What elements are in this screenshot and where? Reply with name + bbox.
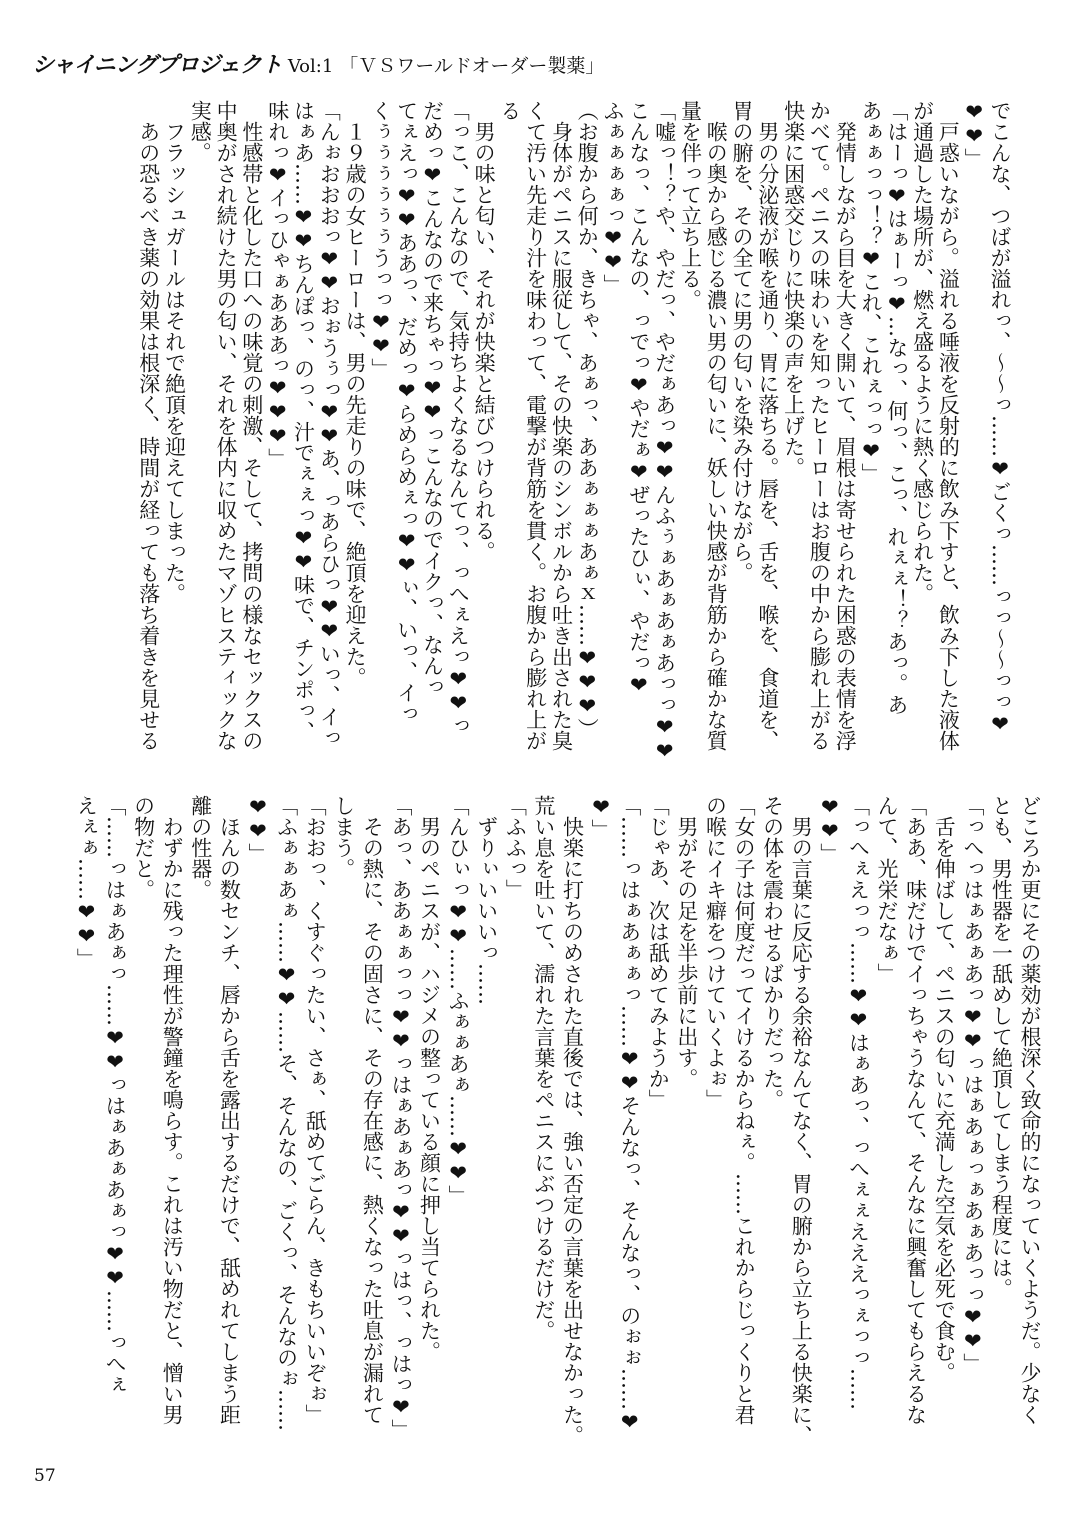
upper-text-block: [133, 100, 1010, 780]
text-column: 離の性器。: [188, 795, 213, 900]
text-column: 「っへっはぁあぁあっ❤❤っはぁあぁっぁあぁあっっ❤❤」: [960, 795, 985, 1374]
text-column: 「っこ、こんなので、気持ちよくなるなんてっ、っへぇえっ❤❤っ: [446, 100, 471, 736]
text-column: 「……っはぁあぁっ……❤❤っはぁあぁあぁっ❤❤……っへぇ: [103, 795, 127, 1395]
series-title: シャイニングプロジェクト: [32, 53, 282, 78]
text-column: 喉の奥から感じる濃い男の匂いに、妖しい快感が背筋から確かな質: [704, 100, 729, 751]
text-column: 快楽に困惑交じりに快楽の声を上げた。: [781, 100, 806, 478]
text-column: とも、男性器を一舐めして絶頂してしまう程度には。: [989, 795, 1014, 1299]
text-column: あぁぁっっ！？❤これ、これぇっっ❤」: [859, 100, 884, 484]
text-column: 「っへぇえっっ……❤❤はぁあっ、っへぇぇえええっぇっっ……: [846, 795, 871, 1410]
text-column: こんなっ、こんなの、っでっ❤やだぁ❤ぜったひぃ、やだっ❤: [626, 100, 651, 697]
text-column: だめっ❤こんなので来ちゃっ❤❤っこんなのでイクっ、なんっ: [420, 100, 445, 697]
text-column: 胃の腑を、その全てに男の匂いを染み付けながら。: [730, 100, 755, 583]
text-column: あの恐るべき薬の効果は根深く、時間が経っても落ち着きを見せる: [136, 100, 161, 751]
text-column: ほんの数センチ、唇から舌を露出するだけで、舐めれてしまう距: [217, 795, 242, 1425]
text-column: ❤❤」: [245, 795, 270, 864]
text-column: どころか更にその薬効が根深く致命的になっていくようだ。少なく: [1018, 795, 1042, 1425]
text-column: 「……っはぁあぁぁっ……❤❤そんなっ、そんなっ、のぉぉ……❤: [617, 795, 642, 1434]
text-column: 「ああ、味だけでイっちゃうなんて、そんなに興奮してもらえるな: [903, 795, 928, 1425]
text-column: 「女の子は何度だってイけるからねぇ。……これからじっくりと君: [732, 795, 757, 1425]
text-column: 「んぉおおおっ❤❤おぉうぅっ❤❤あ、っあらひっ❤❤いっ、イっ: [317, 100, 342, 748]
text-column: る: [497, 100, 522, 121]
text-column: 男のペニスが、ハジメの整っている顔に押し当てられた。: [417, 795, 442, 1362]
text-column: １９歳の女ヒーローは、男の先走りの味で、絶頂を迎えた。: [343, 100, 368, 688]
text-column: その熱に、その固さに、その存在感に、熱くなった吐息が漏れて: [360, 795, 385, 1425]
text-column: の喉にイキ癖をつけていくよぉ」: [703, 795, 728, 1110]
chapter-subtitle: 「ＶＳワールドオーダー製薬」: [339, 55, 605, 77]
text-column: 舌を伸ばして、ペニスの匂いに充満した空気を必死で食む。: [932, 795, 957, 1383]
text-column: 戸惑いながら。溢れる唾液を反射的に飲み下すと、飲み下した液体: [936, 100, 961, 751]
lower-text-block: [68, 795, 1040, 1465]
text-column: 「ふふっ」: [503, 795, 528, 900]
text-column: はぁあ……❤❤ちんぽっ、のっ、汁でぇぇっ❤❤味で、チンポっ、: [291, 100, 316, 742]
text-column: 味れっ❤イっひゃぁあああっ❤❤❤」: [265, 100, 290, 469]
volume-label: Vol:1: [287, 56, 334, 77]
text-column: 身体がペニスに服従して、その快楽のシンボルから吐き出された臭: [549, 100, 574, 751]
text-column: んて、光栄だなぁ」: [875, 795, 900, 984]
text-column: ❤❤」: [962, 100, 987, 169]
text-column: 量を伴って立ち上る。: [678, 100, 703, 310]
page-number: 57: [34, 1466, 56, 1486]
text-column: 「ふぁぁあぁ……❤❤……そ、そんなの、ごくっ、そんなのぉ……: [274, 795, 299, 1431]
text-column: 荒い息を吐いて、濡れた言葉をペニスにぶつけるだけだ。: [531, 795, 556, 1341]
text-column: 男の味と匂い、それが快楽と結びつけられる。: [472, 100, 497, 562]
text-column: くて汚い先走り汁を味わって、電撃が背筋を貫く。お腹から膨れ上が: [523, 100, 548, 751]
text-column: 男の分泌液が喉を通り、胃に落ちる。唇を、舌を、喉を、食道を、: [755, 100, 780, 751]
running-header: [32, 48, 604, 79]
text-column: ふぁぁぁぁっ❤❤」: [601, 100, 626, 295]
text-column: えぇぁ……❤❤」: [74, 795, 99, 969]
text-column: 男の言葉に反応する余裕なんてなく、胃の腑から立ち上る快楽に、: [789, 795, 814, 1446]
text-column: でこんな、つばが溢れっ、～～っ……❤ごくっ……っっ～～っっ❤: [988, 100, 1012, 736]
text-column: フラッシュガールはそれで絶頂を迎えてしまった。: [162, 100, 187, 604]
text-column: その体を震わせるばかりだった。: [760, 795, 785, 1110]
text-column: 「おおっ、くすぐったい、さぁ、舐めてごらん、きもちいいぞぉ」: [303, 795, 328, 1425]
text-column: 「んひぃっ❤❤……ふぁぁあぁ……❤❤」: [446, 795, 471, 1206]
text-column: 男がその足を半歩前に出す。: [674, 795, 699, 1089]
text-column: の物だと。: [131, 795, 156, 900]
text-column: 「嘘っ！？や、やだっ、やだぁあっ❤❤んふぅぁあぁあぁあっっ❤❤: [652, 100, 677, 763]
text-column: が通過した場所が、燃え盛るように熱く感じられた。: [910, 100, 935, 604]
text-column: かべて。ペニスの味わいを知ったヒーローはお腹の中から膨れ上がる: [807, 100, 832, 751]
text-column: 「じゃあ、次は舐めてみようか」: [646, 795, 671, 1110]
text-column: しまう。: [331, 795, 356, 879]
text-column: 中奥がされ続けた男の匂い、それを体内に収めたマゾヒスティックな: [214, 100, 239, 751]
text-column: 「はーっ❤はぁーっ❤…なっ、何っ、こっ、れぇぇ！？あっ。あ: [884, 100, 909, 715]
text-column: わずかに残った理性が警鐘を鳴らす。これは汚い物だと、憎い男: [160, 795, 185, 1425]
text-column: 「あっ、ああぁぁっっ❤❤っはぁあぁあっ❤❤っはっ、っはっ❤」: [388, 795, 413, 1440]
text-column: 快楽に打ちのめされた直後では、強い否定の言葉を出せなかった。: [560, 795, 585, 1446]
text-column: 発情しながら目を大きく開いて、眉根は寄せられた困惑の表情を浮: [833, 100, 858, 751]
text-column: ❤❤」: [817, 795, 842, 864]
text-column: くぅぅぅぅぅぅうっっ❤❤」: [368, 100, 393, 379]
text-column: 性感帯と化した口への味覚の刺激、そして、拷問の様なセックスの: [239, 100, 264, 751]
text-column: ずりぃいいいっ……: [474, 795, 499, 1005]
text-column: てぇえっ❤❤ああっ、だめっ❤らめらめぇっ❤❤ぃ、いっ、イっ: [394, 100, 419, 724]
text-column: ❤」: [589, 795, 614, 840]
text-column: （お腹から何か、きちゃ、あぁっ、ああぁぁぁあぁｘ……❤❤❤）: [575, 100, 600, 739]
text-column: 実感。: [188, 100, 213, 163]
